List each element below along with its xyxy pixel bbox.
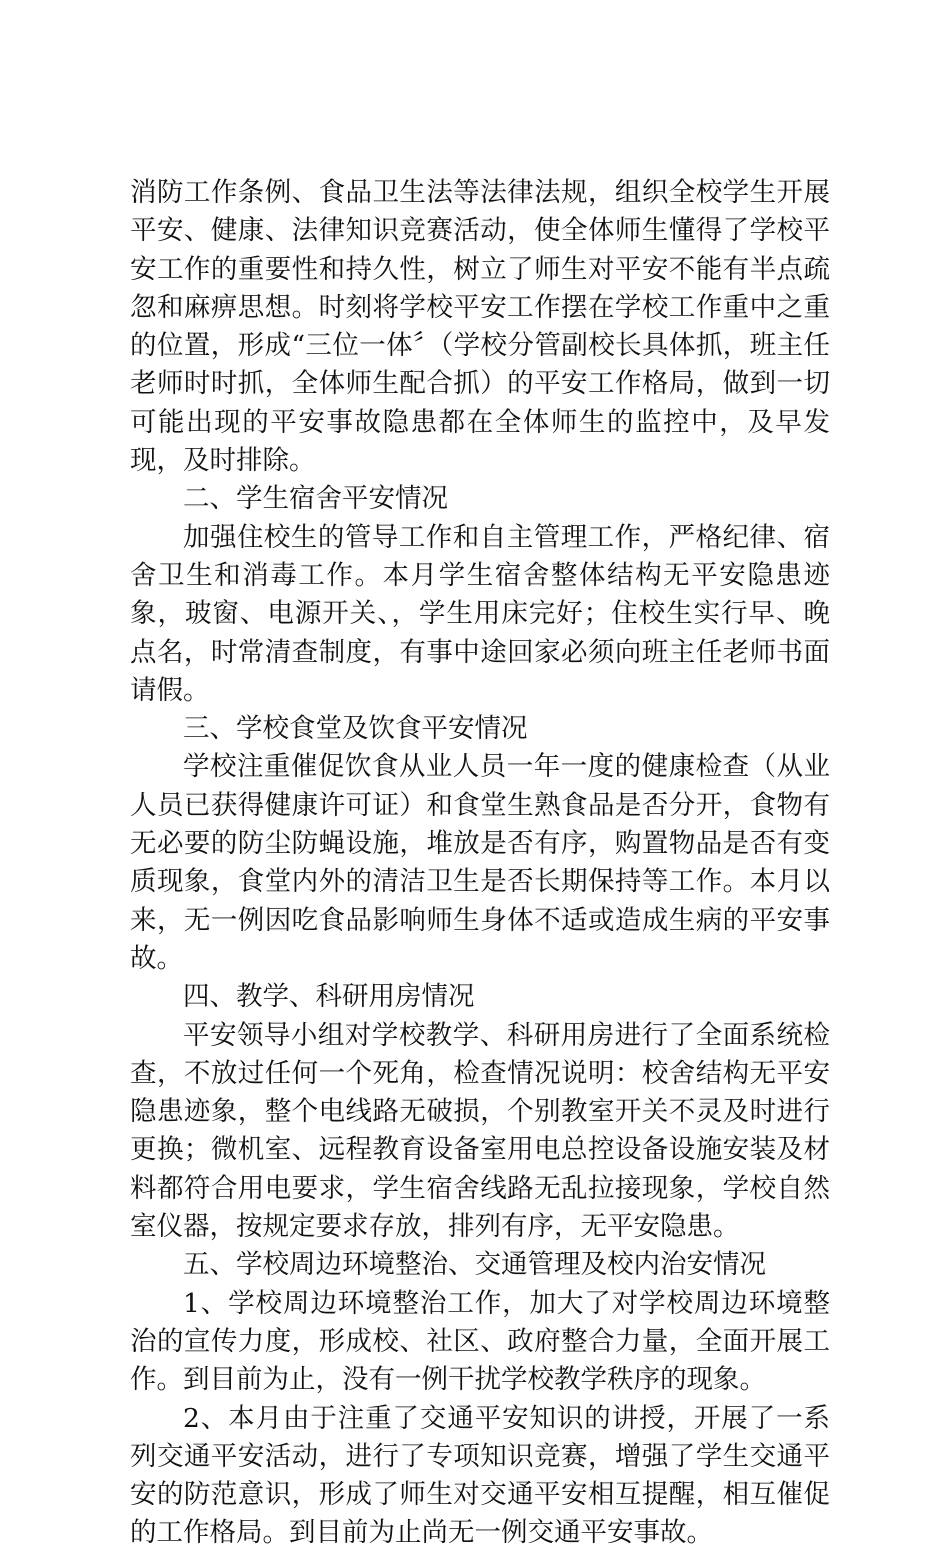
section-heading-dormitory: 二、学生宿舍平安情况 <box>183 483 448 515</box>
paragraph-teaching-rooms: 平安领导小组对学校教学、科研用房进行了全面系统检查，不放过任何一个死角，检查情况说明：校舍结构无平安隐患迹象，整个电线路无破损，个别教室开关不灵及时进行更换；微机室、远程教育设备室用电总控设备设施安装及材料都符合用电要求，学生宿舍线路无乱拉接现象，学校自然室仪器，按规定要求存放，排列有序，无平安隐患。 <box>130 1019 830 1243</box>
paragraph-traffic-2: 2、本月由于注重了交通平安知识的讲授，开展了一系列交通平安活动，进行了专项知识竞赛，增强了学生交通平安的防范意识，形成了师生对交通平安相互提醒，相互催促的工作格局。到目前为止尚无一例交通平安事故。 <box>130 1402 830 1549</box>
paragraph-safety-work-overview: 消防工作条例、食品卫生法等法律法规，组织全校学生开展平安、健康、法律知识竞赛活动，使全体师生懂得了学校平安工作的重要性和持久性，树立了师生对平安不能有半点疏忽和麻痹思想。时刻将学校平安工作摆在学校工作重中之重的位置，形成“三位一体〞（学校分管副校长具体抓，班主任老师时时抓，全体师生配合抓）的平安工作格局，做到一切可能出现的平安事故隐患都在全体师生的监控中，及早发现，及时排除。 <box>130 177 830 477</box>
paragraph-canteen: 学校注重催促饮食从业人员一年一度的健康检查（从业人员已获得健康许可证）和食堂生熟食品是否分开，食物有无必要的防尘防蝇设施，堆放是否有序，购置物品是否有变质现象，食堂内外的清洁卫生是否长期保持等工作。本月以来，无一例因吃食品影响师生身体不适或造成生病的平安事故。 <box>130 751 830 974</box>
document-body <box>130 174 830 1553</box>
paragraph-dormitory: 加强住校生的管导工作和自主管理工作，严格纪律、宿舍卫生和消毒工作。本月学生宿舍整体结构无平安隐患迹象，玻窗、电源开关、，学生用床完好；住校生实行早、晚点名，时常清查制度，有事中途回家必须向班主任老师书面请假。 <box>130 521 830 706</box>
section-heading-teaching-rooms: 四、教学、科研用房情况 <box>183 981 475 1013</box>
section-heading-canteen: 三、学校食堂及饮食平安情况 <box>183 713 528 745</box>
section-heading-surroundings: 五、学校周边环境整治、交通管理及校内治安情况 <box>183 1249 766 1281</box>
paragraph-surroundings-1: 1、学校周边环境整治工作，加大了对学校周边环境整治的宣传力度，形成校、社区、政府整合力量，全面开展工作。到目前为止，没有一例干扰学校教学秩序的现象。 <box>130 1287 830 1396</box>
